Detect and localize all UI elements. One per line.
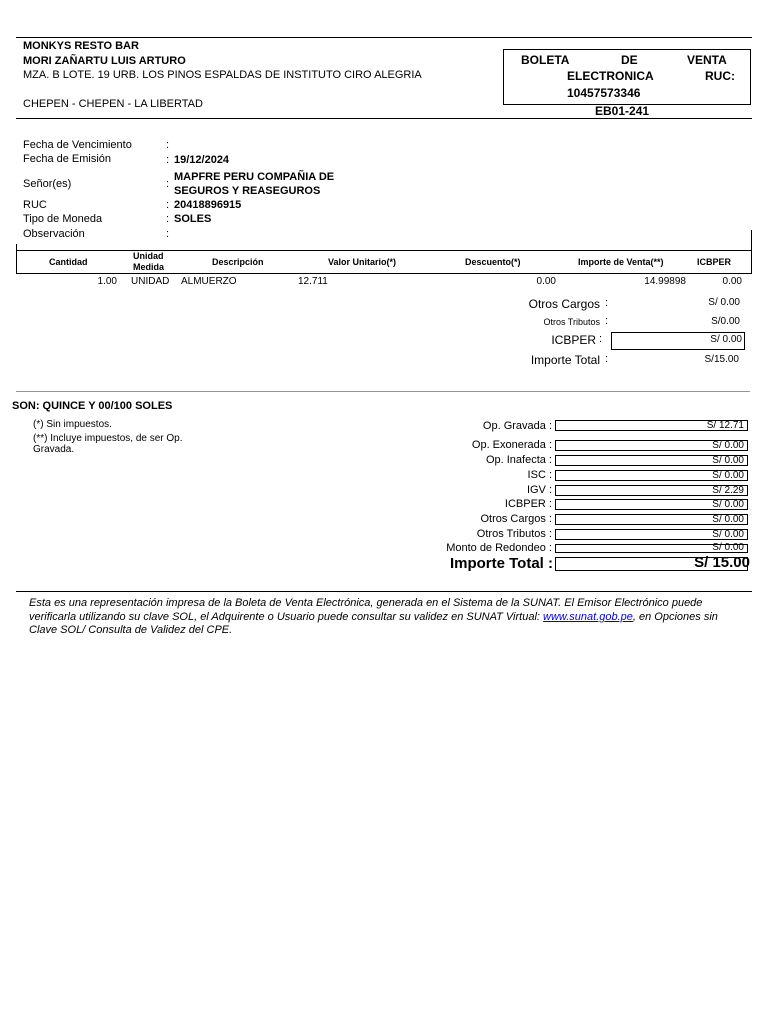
row-icbper: 0.00	[722, 276, 742, 287]
doc-word-boleta: BOLETA	[521, 53, 570, 67]
totals-value-inafecta: S/ 0.00	[712, 455, 744, 466]
totals-value-exonerada: S/ 0.00	[712, 440, 744, 451]
amount-in-words: SON: QUINCE Y 00/100 SOLES	[12, 400, 173, 412]
customer-label: Señor(es)	[23, 178, 72, 190]
summary-icbper-box-left	[611, 332, 612, 350]
totals-box-gravada	[555, 420, 748, 431]
table-header-bottom	[16, 273, 752, 274]
row-unit: UNIDAD	[131, 276, 170, 287]
observation-label: Observación	[23, 228, 85, 240]
table-left-border	[16, 244, 17, 274]
summary-icbper-label: ICBPER	[551, 333, 596, 347]
due-date-label: Fecha de Vencimiento	[23, 139, 132, 151]
summary-icbper-colon: :	[599, 333, 603, 345]
totals-label-other-taxes: Otros Tributos :	[476, 528, 552, 540]
col-header-quantity: Cantidad	[49, 257, 88, 267]
issuer-name: MONKYS RESTO BAR	[23, 40, 139, 52]
totals-box-exonerada	[555, 440, 748, 451]
summary-total-value: S/15.00	[704, 354, 739, 365]
col-header-unit-2: Medida	[133, 262, 165, 272]
totals-box-igv	[555, 485, 748, 496]
totals-label-gravada: Op. Gravada :	[482, 420, 552, 432]
footer-line-2-end: , en Opciones sin	[632, 611, 718, 623]
col-header-icbper: ICBPER	[697, 257, 732, 267]
totals-value-other-charges: S/ 0.00	[712, 514, 744, 525]
doc-word-electronica: ELECTRONICA	[567, 69, 654, 83]
customer-name-line1: MAPFRE PERU COMPAÑIA DE	[174, 171, 335, 183]
customer-colon: :	[166, 178, 170, 190]
grand-total-value: S/ 15.00	[694, 554, 750, 571]
table-header-top	[16, 250, 752, 251]
totals-label-igv: IGV :	[526, 484, 552, 496]
totals-value-igv: S/ 2.29	[712, 485, 744, 496]
customer-ruc-colon: :	[166, 199, 170, 211]
totals-box-icbper	[555, 499, 748, 510]
customer-name-line2: SEGUROS Y REASEGUROS	[174, 185, 321, 197]
top-rule	[16, 37, 752, 38]
totals-box-other-taxes	[555, 529, 748, 540]
table-right-border	[751, 230, 752, 274]
summary-total-label: Importe Total	[530, 353, 600, 367]
totals-label-other-charges: Otros Cargos :	[480, 513, 552, 525]
col-header-discount: Descuento(*)	[465, 257, 521, 267]
section-divider	[16, 391, 750, 392]
issue-date-colon: :	[166, 154, 170, 166]
summary-other-charges-value: S/ 0.00	[708, 297, 740, 308]
currency-colon: :	[166, 213, 170, 225]
summary-other-taxes-colon: :	[605, 315, 609, 327]
doc-word-de: DE	[621, 53, 638, 67]
summary-icbper-value: S/ 0.00	[710, 334, 742, 345]
totals-value-other-taxes: S/ 0.00	[712, 529, 744, 540]
col-header-unit-value: Valor Unitario(*)	[328, 257, 397, 267]
summary-other-taxes-value: S/0.00	[711, 316, 740, 327]
issuer-owner: MORI ZAÑARTU LUIS ARTURO	[23, 55, 186, 67]
customer-ruc-value: 20418896915	[174, 199, 242, 211]
doc-ruc-number: 10457573346	[567, 86, 641, 100]
customer-ruc-label: RUC	[23, 199, 47, 211]
doc-series-number: EB01-241	[595, 104, 650, 118]
totals-box-other-charges	[555, 514, 748, 525]
totals-value-isc: S/ 0.00	[712, 470, 744, 481]
footer-line-2	[29, 611, 718, 624]
issuer-location: CHEPEN - CHEPEN - LA LIBERTAD	[23, 98, 203, 110]
footer-line-1: Esta es una representación impresa de la Boleta de Venta Electrónica, generada en el Sistema de la SUNAT. El Emisor Electrónico puede	[29, 597, 703, 609]
col-header-sale-amount: Importe de Venta(**)	[578, 257, 664, 267]
col-header-description: Descripción	[212, 257, 264, 267]
observation-colon: :	[166, 228, 170, 240]
totals-label-exonerada: Op. Exonerada :	[471, 439, 552, 451]
note-no-taxes: (*) Sin impuestos.	[33, 419, 112, 430]
grand-total-label: Importe Total :	[449, 555, 553, 572]
due-date-colon: :	[166, 139, 170, 151]
summary-icbper-box-right	[744, 332, 745, 350]
totals-label-isc: ISC :	[527, 469, 552, 481]
header-rule	[16, 118, 752, 119]
totals-label-inafecta: Op. Inafecta :	[485, 454, 552, 466]
summary-total-colon: :	[605, 353, 609, 365]
note-includes-taxes-cont: Gravada.	[33, 444, 75, 455]
row-unit-value: 12.711	[298, 276, 328, 287]
summary-other-charges-colon: :	[605, 297, 609, 309]
col-header-unit-1: Unidad	[133, 251, 164, 261]
summary-other-taxes-label: Otros Tributos	[543, 317, 600, 327]
totals-value-rounding: S/ 0.00	[712, 542, 744, 553]
currency-label: Tipo de Moneda	[23, 213, 103, 225]
totals-box-inafecta	[555, 455, 748, 466]
issue-date-label: Fecha de Emisión	[23, 153, 112, 165]
footer-rule	[16, 591, 752, 592]
sunat-link[interactable]: www.sunat.gob.pe	[543, 611, 633, 623]
totals-box-rounding	[555, 544, 748, 553]
issuer-address: MZA. B LOTE. 19 URB. LOS PINOS ESPALDAS DE INSTITUTO CIRO ALEGRIA	[23, 69, 422, 81]
doc-word-ruc: RUC:	[705, 69, 735, 83]
summary-icbper-box-bottom	[611, 349, 745, 350]
doc-word-venta: VENTA	[687, 53, 727, 67]
footer-line-3: Clave SOL/ Consulta de Validez del CPE.	[29, 624, 233, 636]
row-description: ALMUERZO	[181, 276, 237, 287]
note-includes-taxes: (**) Incluye impuestos, de ser Op.	[33, 433, 183, 444]
totals-label-rounding: Monto de Redondeo :	[446, 542, 552, 554]
row-sale-amount: 14.99898	[644, 276, 686, 287]
totals-value-icbper: S/ 0.00	[712, 499, 744, 510]
totals-value-gravada: S/ 12.71	[706, 420, 744, 431]
currency-value: SOLES	[174, 213, 212, 225]
summary-icbper-box-top	[611, 332, 745, 333]
footer-line-2-text: verificarla utilizando su clave SOL, el Adquirente o Usuario puede consultar su validez en SUNAT Virtual:	[29, 611, 544, 623]
row-quantity: 1.00	[97, 276, 117, 287]
totals-box-isc	[555, 470, 748, 481]
row-discount: 0.00	[536, 276, 556, 287]
totals-label-icbper: ICBPER :	[504, 498, 552, 510]
summary-other-charges-label: Otros Cargos	[528, 297, 600, 311]
issue-date-value: 19/12/2024	[174, 154, 230, 166]
